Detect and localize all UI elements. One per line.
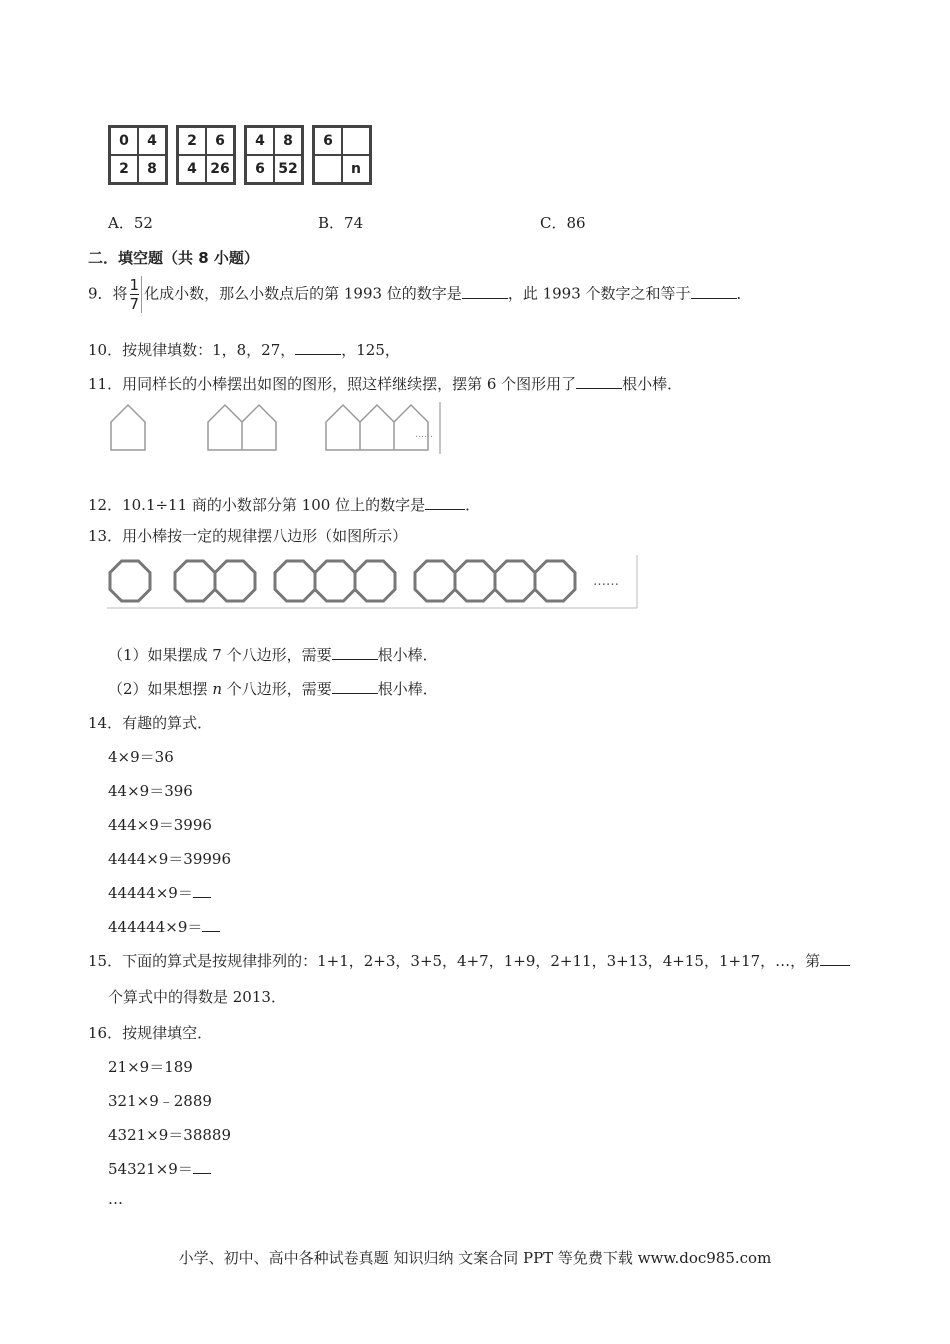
q14-line-5: 44444×9＝ (108, 882, 211, 903)
blank-12[interactable] (425, 495, 465, 510)
blank-13b[interactable] (332, 679, 378, 694)
question-13-part-1: （1）如果摆成 7 个八边形，需要 根小棒． (108, 646, 438, 664)
house-sticks-figure (108, 400, 448, 460)
section-title: 二．填空题（共 8 小题） (88, 249, 259, 267)
q14-line-2: 44×9＝396 (108, 782, 193, 800)
question-15-cont: 个算式中的得数是 2013． (108, 988, 286, 1006)
number-grid-3: 4 8 6 52 (244, 125, 304, 185)
page-footer: 小学、初中、高中各种试卷真题 知识归纳 文案合同 PPT 等免费下载 www.doc985.com (178, 1249, 772, 1267)
q14-line-1: 4×9＝36 (108, 748, 174, 766)
blank-13a[interactable] (332, 645, 378, 660)
house-ellipsis: …… (415, 430, 433, 440)
octagon (315, 561, 355, 601)
q16-line-4: 54321×9＝ (108, 1158, 211, 1179)
question-10: 10．按规律填数：1，8，27， ，125， (88, 341, 400, 359)
question-11: 11．用同样长的小棒摆出如图的图形，照这样继续摆，摆第 6 个图形用了 根小棒． (88, 375, 683, 393)
number-grid-figure (108, 125, 372, 185)
blank-9a[interactable] (462, 284, 508, 299)
option-c: C．86 (540, 214, 586, 232)
question-16-title: 16．按规律填空． (88, 1024, 213, 1042)
q16-line-5: … (108, 1190, 123, 1208)
octagon (355, 561, 395, 601)
question-15: 15．下面的算式是按规律排列的：1+1，2+3，3+5，4+7，1+9，2+11，3+13，4+15，1+17，…，第 (88, 950, 850, 971)
number-grid-1: 0 4 2 8 (108, 125, 168, 185)
question-14-title: 14．有趣的算式． (88, 714, 213, 732)
number-grid-2: 2 6 4 26 (176, 125, 236, 185)
option-b: B．74 (318, 214, 364, 232)
question-13-part-2: （2）如果想摆 n 个八边形，需要 根小棒． (108, 680, 438, 698)
octagon-sticks-figure (105, 553, 640, 611)
fraction-one-seventh: $\frac{1}{7}$ (130, 276, 143, 313)
blank-16[interactable] (193, 1159, 211, 1174)
q14-line-4: 4444×9＝39996 (108, 850, 232, 868)
blank-14a[interactable] (193, 883, 211, 898)
octagon (175, 561, 215, 601)
number-grid-4: 6 n (312, 125, 372, 185)
q16-line-1: 21×9＝189 (108, 1058, 193, 1076)
q14-line-3: 444×9＝3996 (108, 816, 212, 834)
octagon (110, 561, 150, 601)
octagon (215, 561, 255, 601)
q14-line-6: 444444×9＝ (108, 916, 220, 937)
question-12: 12．10.1÷11 商的小数部分第 100 位上的数字是 ． (88, 496, 481, 514)
octagon (455, 561, 495, 601)
blank-14b[interactable] (202, 917, 220, 932)
blank-9b[interactable] (691, 284, 737, 299)
blank-15[interactable] (820, 951, 850, 966)
octagon (275, 561, 315, 601)
question-13: 13．用小棒按一定的规律摆八边形（如图所示） (88, 527, 408, 545)
octagon-ellipsis: …… (593, 574, 619, 589)
octagon (415, 561, 455, 601)
q16-line-3: 4321×9＝38889 (108, 1126, 232, 1144)
option-a: A．52 (108, 214, 153, 232)
octagon (535, 561, 575, 601)
blank-11[interactable] (576, 374, 622, 389)
q16-line-2: 321×9﹣2889 (108, 1092, 212, 1110)
octagon (495, 561, 535, 601)
blank-10[interactable] (295, 340, 341, 355)
question-9: 9．将 $\frac{1}{7}$ 化成小数，那么小数点后的第 1993 位的数字是 ，此 1993 个数字之和等于 ． (88, 276, 752, 313)
